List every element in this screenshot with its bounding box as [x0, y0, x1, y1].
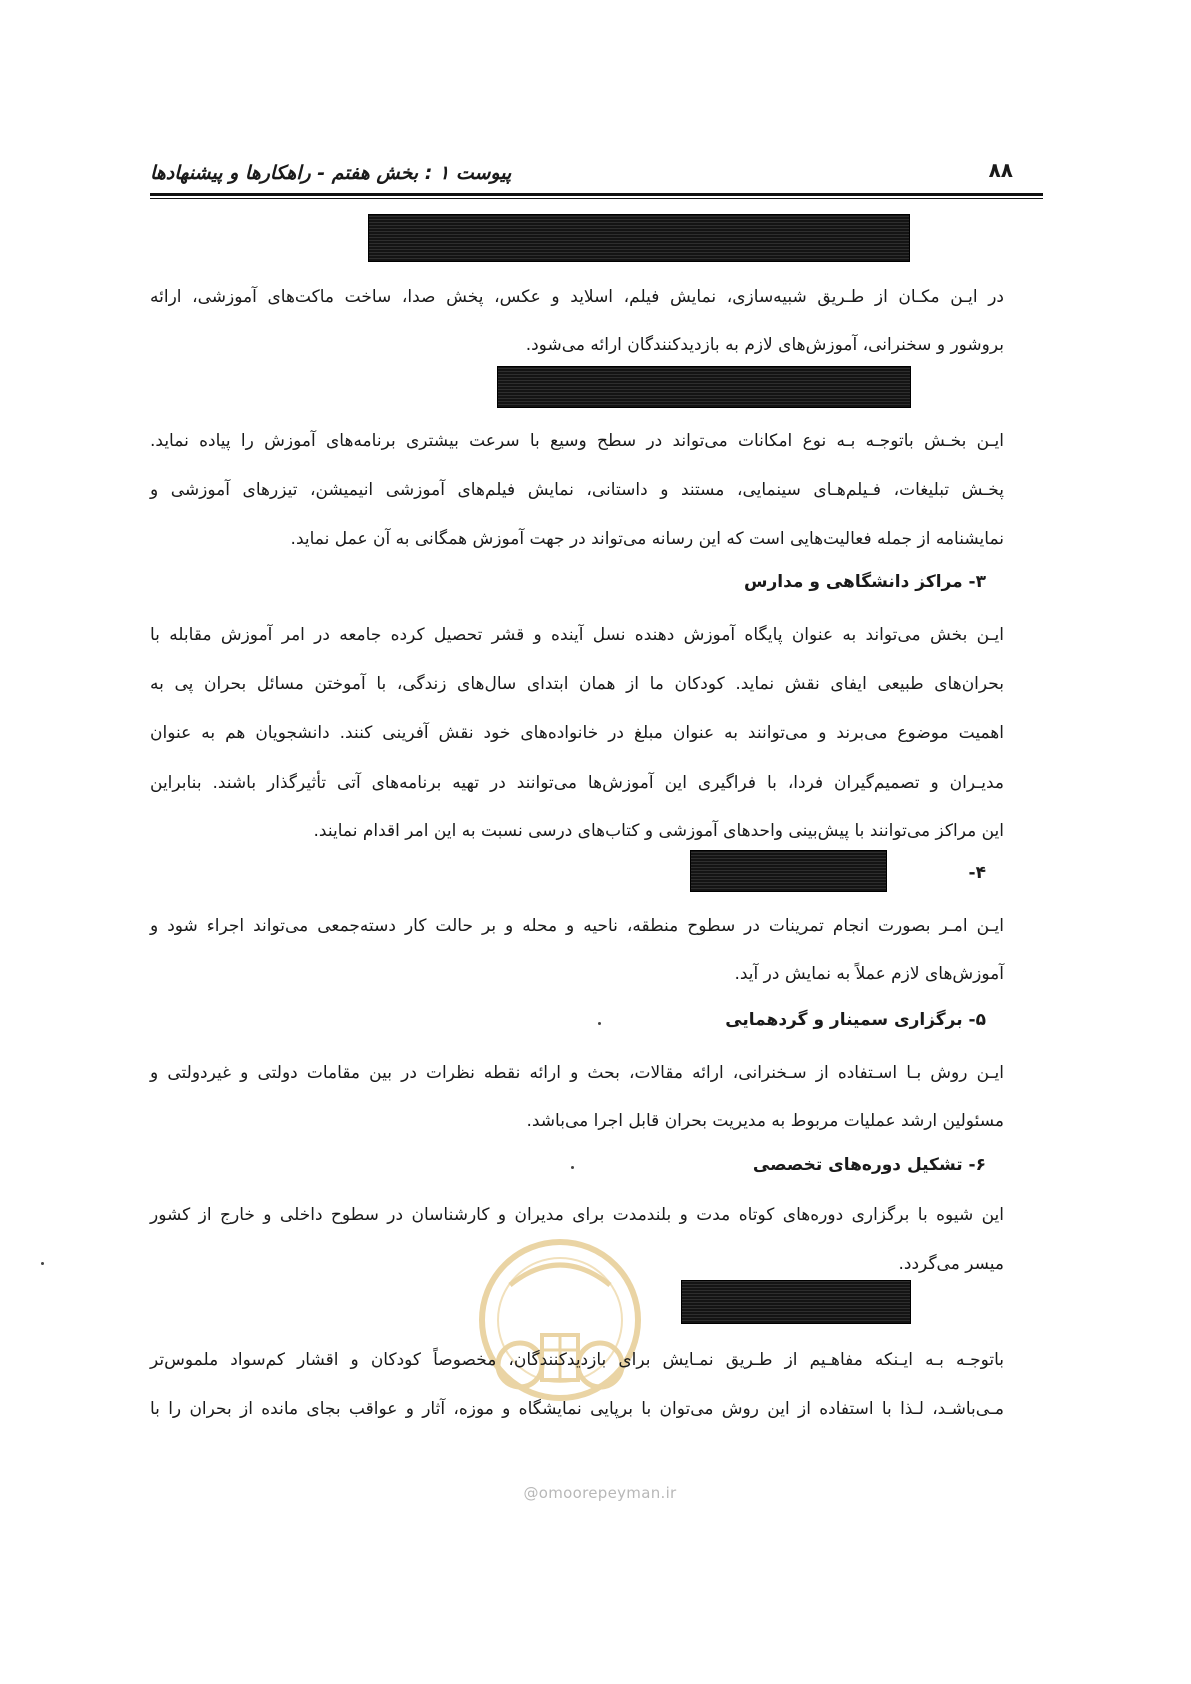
redacted-heading	[681, 1280, 911, 1324]
scan-speck	[41, 1262, 44, 1265]
paragraph-line: ایـن بخش می‌تواند به عنوان پایگاه آموزش دهنده نسل آینده و قشر تحصیل کرده جامعه در امر آموزش مقابله با	[150, 625, 1004, 645]
paragraph-line: مسئولین ارشد عملیات مربوط به مدیریت بحران قابل اجرا می‌باشد.	[526, 1111, 1004, 1131]
section-heading: ۶- تشکیل دوره‌های تخصصی	[752, 1155, 986, 1175]
scan-speck	[571, 1166, 574, 1169]
paragraph-line: نمایشنامه از جمله فعالیت‌هایی است که این رسانه می‌تواند در جهت آموزش همگانی به آن عمل نماید.	[290, 529, 1004, 549]
redacted-heading	[368, 214, 910, 262]
paragraph-line: آموزش‌های لازم عملاً به نمایش در آید.	[734, 964, 1004, 984]
watermark-url: @omoorepeyman.ir	[523, 1484, 677, 1502]
header-rule-thick	[150, 193, 1043, 196]
scan-speck	[598, 1022, 601, 1025]
section-heading: ۵- برگزاری سمینار و گردهمایی	[725, 1010, 986, 1030]
paragraph-line: پخـش تبلیغات، فـیلم‌هـای سینمایی، مستند و داستانی، نمایش فیلم‌های آموزشی انیمیشن، تیزرهای آموزشی و	[150, 480, 1004, 500]
paragraph-line: ایـن بخـش باتوجـه بـه نوع امکانات می‌تواند در سطح وسیع با سرعت بیشتری برنامه‌های آموزش را پیاده نماید.	[150, 431, 1004, 451]
paragraph-line: بروشور و سخنرانی، آموزش‌های لازم به بازدیدکنندگان ارائه می‌شود.	[525, 335, 1004, 355]
paragraph-line: باتوجـه بـه ایـنکه مفاهـیم از طـریق نمـایش برای بازدیدکنندگان، مخصوصاً کودکان و اقشار کم‌سواد ملموس‌تر	[150, 1350, 1004, 1370]
redacted-heading	[690, 850, 887, 892]
paragraph-line: این شیوه با برگزاری دوره‌های کوتاه مدت و بلندمدت برای مدیران و کارشناسان در سطوح داخلی و خارج از کشور	[150, 1205, 1004, 1225]
paragraph-line: میسر می‌گردد.	[898, 1254, 1004, 1274]
paragraph-line: اهمیت موضوع می‌برند و می‌توانند به عنوان مبلغ در خانواده‌های خود نقش آفرینی کنند. دانشجویان هم به عنوان	[150, 723, 1004, 743]
watermark-logo-icon	[450, 1225, 670, 1425]
section-heading: ۳- مراکز دانشگاهی و مدارس	[744, 572, 986, 592]
redacted-heading	[497, 366, 911, 408]
paragraph-line: مـی‌باشـد، لـذا با استفاده از این روش می‌توان با برپایی نمایشگاه و موزه، آثار و عواقب بجای مانده از بحران را با	[150, 1399, 1004, 1419]
page-number: ۸۸	[988, 158, 1013, 182]
paragraph-line: این مراکز می‌توانند با پیش‌بینی واحدهای آموزشی و کتاب‌های درسی نسبت به این امر اقدام نمایند.	[313, 821, 1004, 841]
header-rule-thin	[150, 198, 1043, 199]
paragraph-line: بحران‌های طبیعی ایفای نقش نماید. کودکان ما از همان ابتدای سال‌های زندگی، با آموختن مسائل بحران پی به	[150, 674, 1004, 694]
paragraph-line: در ایـن مکـان از طـریق شبیه‌سازی، نمایش فیلم، اسلاید و عکس، پخش صدا، ساخت ماکت‌های آموزشی، ارائه	[150, 287, 1004, 307]
paragraph-line: مدیـران و تصمیم‌گیران فردا، با فراگیری این آموزش‌ها می‌توانند در تهیه برنامه‌های آتی تأثیرگذار باشند. بنابراین	[150, 773, 1004, 793]
paragraph-line: ایـن امـر بصورت انجام تمرینات در سطوح منطقه، ناحیه و محله و بر حالت کار دسته‌جمعی می‌تواند اجراء شود و	[150, 916, 1004, 936]
section-heading-number: ۴-	[968, 863, 986, 883]
paragraph-line: ایـن روش بـا اسـتفاده از سـخنرانی، ارائه مقالات، بحث و ارائه نقطه نظرات در بین مقامات دولتی و غیردولتی و	[150, 1063, 1004, 1083]
running-header-title: پیوست ۱ : بخش هفتم - راهکارها و پیشنهادها	[150, 162, 512, 184]
